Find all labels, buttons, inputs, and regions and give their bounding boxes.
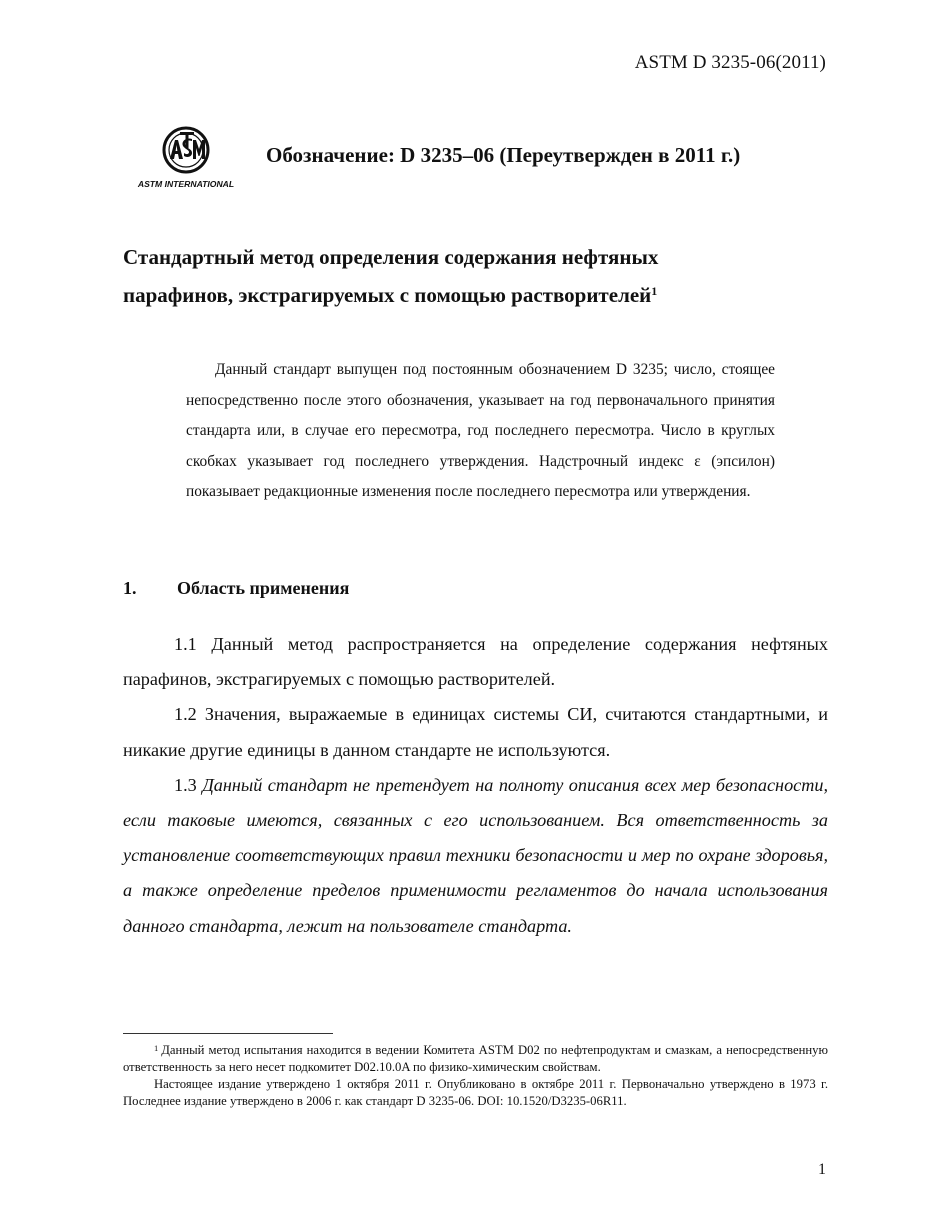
paragraph-text: Данный метод распространяется на определение содержания нефтяных парафинов, экстрагируемых с помощью растворителей. [123, 634, 829, 690]
paragraph-1-3 [123, 768, 828, 944]
paragraph-1-2 [123, 697, 828, 767]
astm-international-logo [137, 126, 235, 190]
document-designation: Обозначение: D 3235–06 (Переутвержден в 2011 г.) [266, 143, 741, 167]
paragraph-number: 1.3 [174, 774, 197, 795]
title-line-1: Стандартный метод определения содержания нефтяных [123, 245, 659, 269]
paragraph-number: 1.2 [174, 704, 197, 725]
footnote-separator [123, 1033, 333, 1034]
paragraph-1-1 [123, 627, 828, 697]
paragraph-text: Данный стандарт не претендует на полноту описания всех мер безопасности, если таковые имеются, связанных с его использованием. Вся ответственность за установление соответствующих правил техники безопасности и мер по охране здоровья, а также определение пределов применимости регламентов до начала использования данного стандарта, лежит на пользователе стандарта. [123, 774, 829, 936]
footnote-text: Настоящее издание утверждено 1 октября 2011 г. Опубликовано в октябре 2011 г. Первоначально утверждено в 1973 г. Последнее издание утверждено в 2006 г. как стандарт D 3235-06. DOI: 10.1520/D3235-06R11. [123, 1077, 828, 1108]
page-number: 1 [818, 1161, 826, 1178]
footnote-marker: 1 [154, 1043, 159, 1053]
designation-notice: Данный стандарт выпущен под постоянным обозначением D 3235; число, стоящее непосредственно после этого обозначения, указывает на год первоначального принятия стандарта или, в случае его пересмотра, год последнего пересмотра. Число в круглых скобках указывает год последнего утверждения. Надстрочный индекс ε (эпсилон) показывает редакционные изменения после последнего пересмотра или утверждения. [186, 361, 775, 501]
footnote-text: Данный метод испытания находится в ведении Комитета ASTM D02 по нефтепродуктам и смазкам, а непосредственную ответственность за него несет подкомитет D02.10.0A по физико-химическим свойствам. [123, 1043, 828, 1074]
footnote-1 [123, 1042, 828, 1076]
footnotes [123, 1042, 828, 1110]
section-title: Область применения [177, 578, 350, 598]
paragraph-number: 1.1 [174, 634, 197, 654]
title-line-2-text: парафинов, экстрагируемых с помощью растворителей [123, 283, 652, 307]
section-number: 1. [123, 578, 137, 598]
document-code-header: ASTM D 3235-06(2011) [634, 52, 826, 73]
logo-wordmark: ASTM INTERNATIONAL [137, 179, 235, 189]
title-line-2 [123, 276, 828, 314]
paragraph-text: Значения, выражаемые в единицах системы СИ, считаются стандартными, и никакие другие единицы в данном стандарте не используются. [123, 704, 828, 760]
document-title [123, 238, 828, 314]
footnote-1-continued [123, 1076, 828, 1110]
section-1-body [123, 627, 828, 944]
section-1-heading [123, 578, 349, 599]
title-footnote-marker[interactable]: 1 [651, 284, 658, 298]
